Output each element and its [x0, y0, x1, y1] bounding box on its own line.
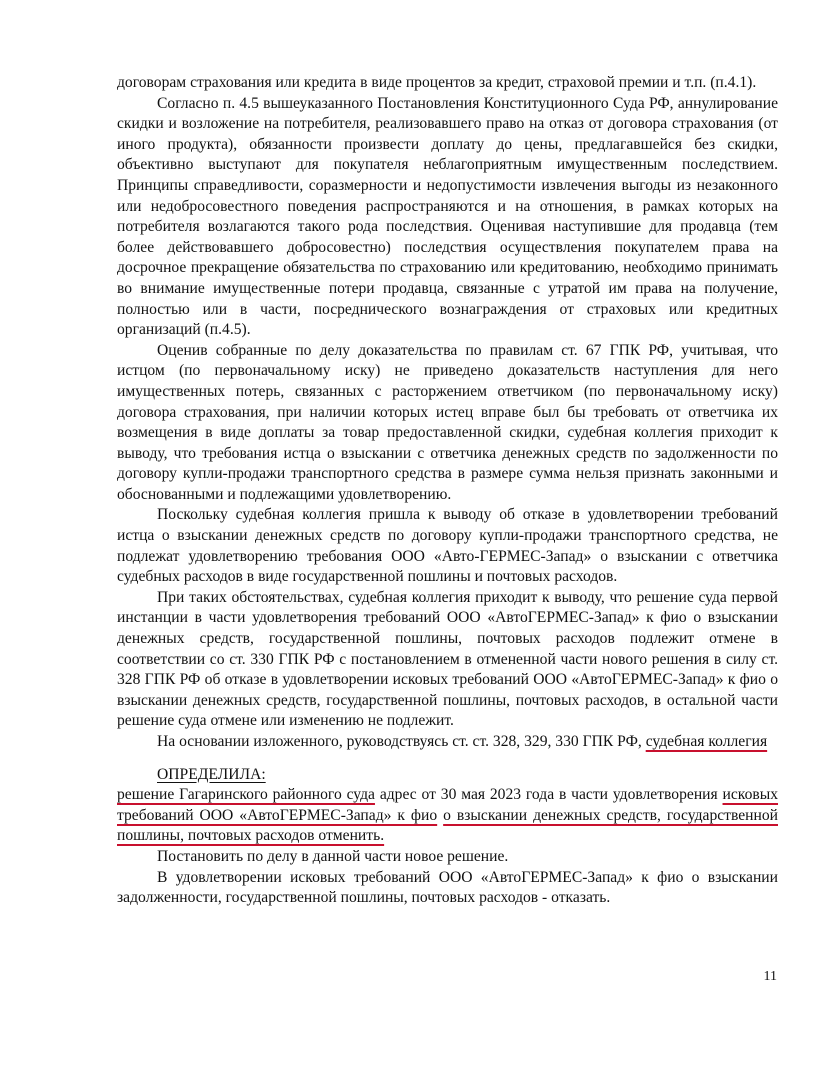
ruling-paragraph [117, 785, 778, 847]
ruling-marked-claims: исковых требований ООО «АвтоГЕРМЕС-Запад» к фио [117, 786, 779, 824]
paragraph-3: Оценив собранные по делу доказательства по правилам ст. 67 ГПК РФ, учитывая, что истцом (по первоначальному иску) не приведено доказательств наступления для него имущественных потерь, связанных с расторжением ответчиком (по первоначальному иску) договора страхования, при наличии которых истец вправе был бы требовать от ответчика их возмещения в виде доплаты за товар предоставленной скидки, судебная коллегия приходит к выводу, что требования истца о взыскании с ответчика денежных средств по задолженности по договору купли-продажи транспортного средства в размере сумма нельзя признать законными и обоснованными и подлежащими удовлетворению. [117, 341, 778, 503]
ruling-marked-court: решение Гагаринского районного суда [117, 786, 375, 804]
ruling-marked-cancel: о взыскании денежных средств, государственной пошлины, почтовых расходов отменить. [117, 806, 778, 845]
ruling-text: адрес от 30 мая 2023 года в части удовлетворения [379, 786, 718, 804]
final-paragraph: В удовлетворении исковых требований ООО «АвтоГЕРМЕС-Запад» к фио о взыскании задолженности, государственной пошлины, почтовых расходов - отказать. [117, 868, 778, 907]
paragraph-4: Поскольку судебная коллегия пришла к выводу об отказе в удовлетворении требований истца о взыскании денежных средств по договору купли-продажи транспортного средства, не подлежат удовлетворению требования ООО «Авто-ГЕРМЕС-Запад» о взыскании с ответчика судебных расходов в виде государственной пошлины и почтовых расходов. [117, 506, 778, 586]
ruling-heading-text: ОПРЕДЕЛИЛА: [157, 765, 266, 783]
paragraph-2: Согласно п. 4.5 вышеуказанного Постановления Конституционного Суда РФ, аннулирование скидки и возложение на потребителя, реализовавшего право на отказ от договора страхования (от иного продукта), обязанности произвести доплату до цены, предлагавшейся без скидки, объективно выступают для покупателя неблагоприятным имущественным последствием. Принципы справедливости, соразмерности и недопустимости извлечения выгоды из незаконного или недобросовестного поведения распространяются и на отношения, в рамках которых на потребителя возлагаются такого рода последствия. Оценивая наступившие для продавца (тем более действовавшего добросовестно) последствия осуществления покупателем права на досрочное прекращение обязательства по страхованию или кредитованию, необходимо принимать во внимание имущественные потери продавца, связанные с утратой им права на получение, полностью или в части, посреднического вознаграждения от страховых или кредитных организаций (п.4.5). [117, 94, 778, 339]
basis-paragraph [117, 732, 778, 753]
spacer [117, 753, 778, 765]
paragraph-1: договорам страхования или кредита в виде процентов за кредит, страховой премии и т.п. (п.4.1). [117, 74, 757, 91]
paragraph-5: При таких обстоятельствах, судебная коллегия приходит к выводу, что решение суда первой инстанции в части удовлетворения требований ООО «АвтоГЕРМЕС-Запад» к фио о взыскании денежных средств, государственной пошлины, почтовых расходов подлежит отмене в соответствии со ст. 330 ГПК РФ с постановлением в отмененной части нового решения в силу ст. 328 ГПК РФ об отказе в удовлетворении исковых требований ООО «АвтоГЕРМЕС-Запад» к фио о взыскании денежных средств, государственной пошлины, почтовых расходов, в остальной части решение суда отмене или изменению не подлежит. [117, 588, 778, 730]
new-decision-paragraph: Постановить по делу в данной части новое решение. [157, 847, 509, 865]
basis-marked-text: судебная коллегия [645, 733, 768, 750]
basis-text: На основании изложенного, руководствуясь ст. ст. 328, 329, 330 ГПК РФ, [157, 733, 642, 750]
page-number: 11 [763, 969, 777, 984]
ruling-heading [117, 765, 778, 786]
